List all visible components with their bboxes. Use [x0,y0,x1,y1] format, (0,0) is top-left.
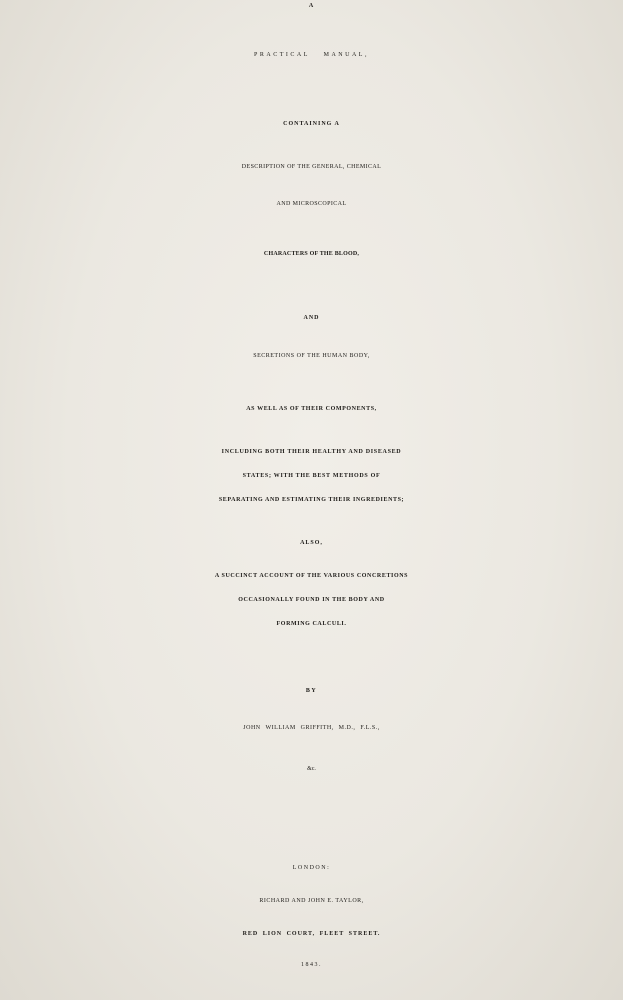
secretions-heading: SECRETIONS OF THE HUMAN BODY, [253,353,370,359]
description-line-1: DESCRIPTION OF THE GENERAL, CHEMICAL [241,164,382,170]
succinct-line-1: A SUCCINCT ACCOUNT OF THE VARIOUS CONCRETIONS [214,573,409,579]
components-line: AS WELL AS OF THEIR COMPONENTS, [246,406,377,412]
book-title: PRACTICAL MANUAL, [254,52,369,58]
publisher-name: RICHARD AND JOHN E. TAYLOR, [259,898,364,904]
containing-label: CONTAINING A [283,121,340,127]
by-label: BY [305,688,318,694]
publisher-address: RED LION COURT, FLEET STREET. [242,931,381,937]
author-name: JOHN WILLIAM GRIFFITH, M.D., F.L.S., [243,725,380,731]
including-line-1: INCLUDING BOTH THEIR HEALTHY AND DISEASED [221,449,402,455]
including-line-3: SEPARATING AND ESTIMATING THEIR INGREDIENTS; [218,497,405,503]
succinct-line-2: OCCASIONALLY FOUND IN THE BODY AND [238,597,385,603]
title-article: A [308,3,315,9]
publication-place: LONDON: [292,865,331,871]
and-connector: AND [303,315,320,321]
also-connector: ALSO, [300,540,323,546]
publication-year: 1843. [301,962,322,968]
succinct-line-3: FORMING CALCULI. [276,621,347,627]
description-line-2: AND MICROSCOPICAL [276,201,347,207]
characters-heading: CHARACTERS OF THE BLOOD, [263,251,360,257]
including-line-2: STATES; WITH THE BEST METHODS OF [242,473,381,479]
etc-mark: &c. [307,766,316,772]
